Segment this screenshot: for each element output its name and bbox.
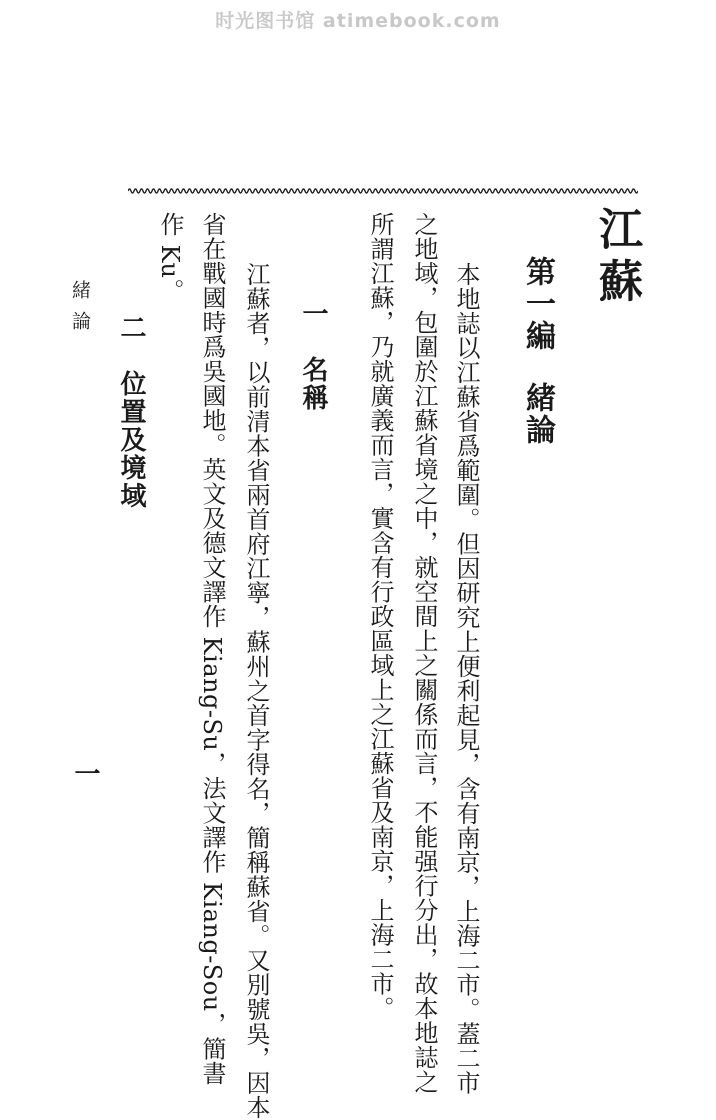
- paragraph1-line2: 之地域，包圍於江蘇省境之中，就空間上之關係而言，不能强行分出，故本地誌之: [410, 212, 438, 1094]
- paragraph2-line3: 作 Ku。: [156, 212, 184, 303]
- running-head: 緒論: [69, 280, 91, 342]
- wavy-divider: [128, 186, 638, 196]
- part-heading: [520, 256, 555, 446]
- page-number: 一: [70, 760, 100, 786]
- paragraph2-line1: 江蘇者，以前清本省兩首府江寧，蘇州之首字得名，簡稱蘇省。又別號吳，因本: [242, 262, 270, 1120]
- section2-heading: 二 位置及境域: [116, 314, 146, 510]
- part-title: 第一編: [520, 256, 555, 352]
- watermark: 时光图书馆 atimebook.com: [215, 10, 501, 32]
- section1-heading: 一 名稱: [298, 300, 328, 412]
- book-title: 江蘇: [591, 206, 642, 310]
- part-subtitle: 緒論: [520, 382, 555, 446]
- paragraph2-line2: 省在戰國時爲吳國地。英文及德文譯作 Kiang-Su，法文譯作 Kiang-Sou，簡書: [198, 212, 226, 1086]
- paragraph1-line1: 本地誌以江蘇省爲範圍。但因研究上便利起見，含有南京，上海二市。蓋二市: [452, 262, 480, 1095]
- paragraph1-line3: 所謂江蘇，乃就廣義而言，實含有行政區域上之江蘇省及南京，上海二市。: [366, 212, 394, 1021]
